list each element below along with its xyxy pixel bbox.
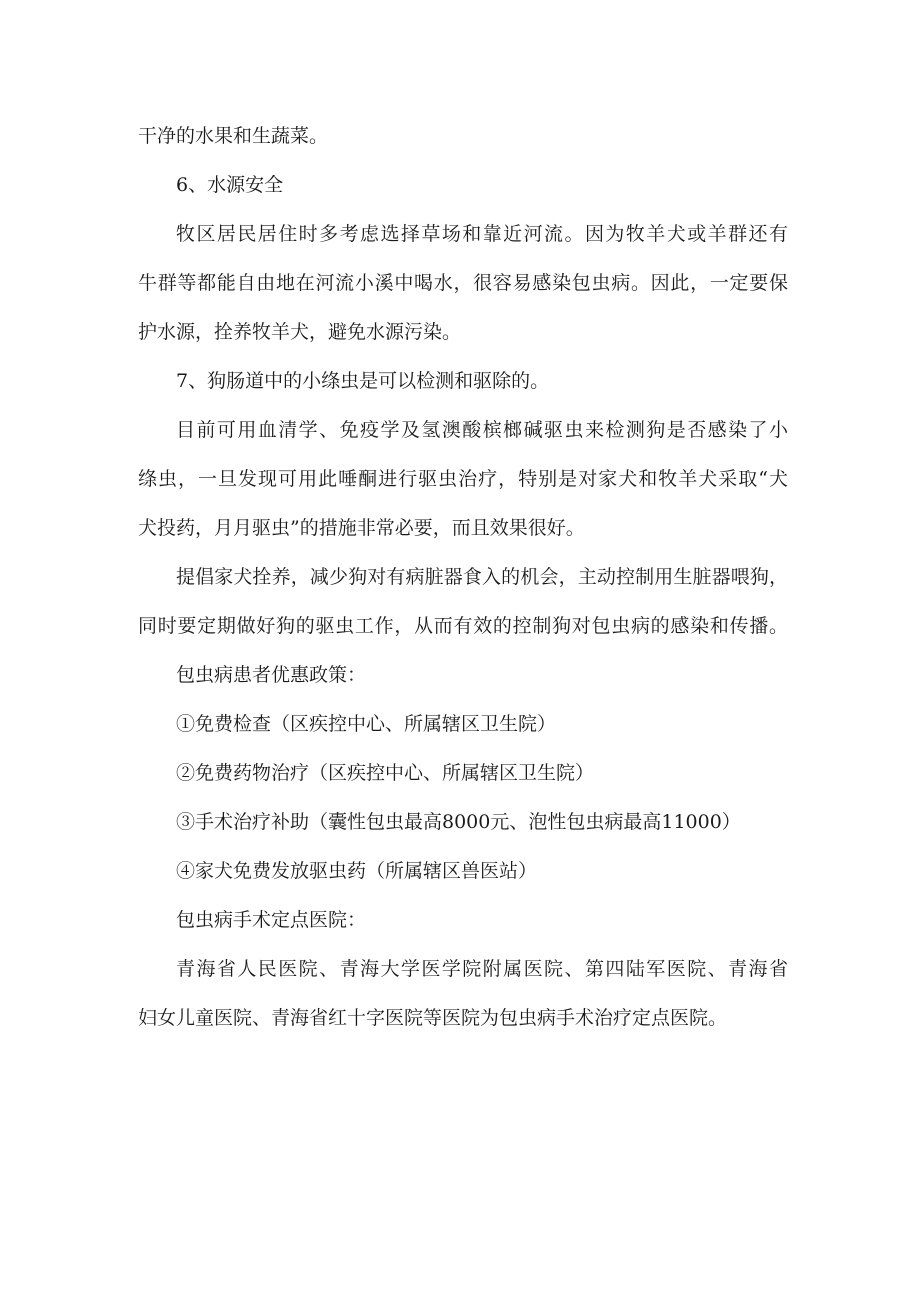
paragraph-line: 青海省人民医院、青海大学医学院附属医院、第四陆军医院、青海省 [176,958,788,980]
paragraph-line: 绦虫，一旦发现可用此唾酮进行驱虫治疗，特别是对家犬和牧羊犬采取“犬 [138,468,788,490]
paragraph-line: 护水源，拴养牧羊犬，避免水源污染。 [138,321,462,343]
paragraph-line: 同时要定期做好狗的驱虫工作，从而有效的控制狗对包虫病的感染和传播。 [138,615,788,637]
policy-item: ②免费药物治疗（区疾控中心、所属辖区卫生院） [176,762,595,784]
policy-item: ③手术治疗补助（囊性包虫最高8000元、泡性包虫病最高11000） [176,811,741,833]
paragraph-line: 提倡家犬拴养，减少狗对有病脏器食入的机会，主动控制用生脏器喂狗， [176,566,788,588]
policy-item: ④家犬免费发放驱虫药（所属辖区兽医站） [176,860,538,882]
paragraph-line: 妇女儿童医院、青海省红十字医院等医院为包虫病手术治疗定点医院。 [138,1007,728,1029]
paragraph-line: 牧区居民居住时多考虑选择草场和靠近河流。因为牧羊犬或羊群还有 [176,223,788,245]
paragraph-line: 干净的水果和生蔬菜。 [138,125,329,147]
section-heading-tapeworm: 7、狗肠道中的小绦虫是可以检测和驱除的。 [176,370,550,392]
policy-item: ①免费检查（区疾控中心、所属辖区卫生院） [176,713,557,735]
section-heading-hospitals: 包虫病手术定点医院： [176,909,367,931]
paragraph-line: 目前可用血清学、免疫学及氢澳酸槟榔碱驱虫来检测狗是否感染了小 [176,419,788,441]
section-heading-water-safety: 6、水源安全 [176,174,284,196]
document-body [138,112,788,1043]
section-heading-policy: 包虫病患者优惠政策： [176,664,367,686]
paragraph-line: 犬投药，月月驱虫”的措施非常必要，而且效果很好。 [138,517,585,539]
paragraph-line: 牛群等都能自由地在河流小溪中喝水，很容易感染包虫病。因此，一定要保 [138,272,788,294]
